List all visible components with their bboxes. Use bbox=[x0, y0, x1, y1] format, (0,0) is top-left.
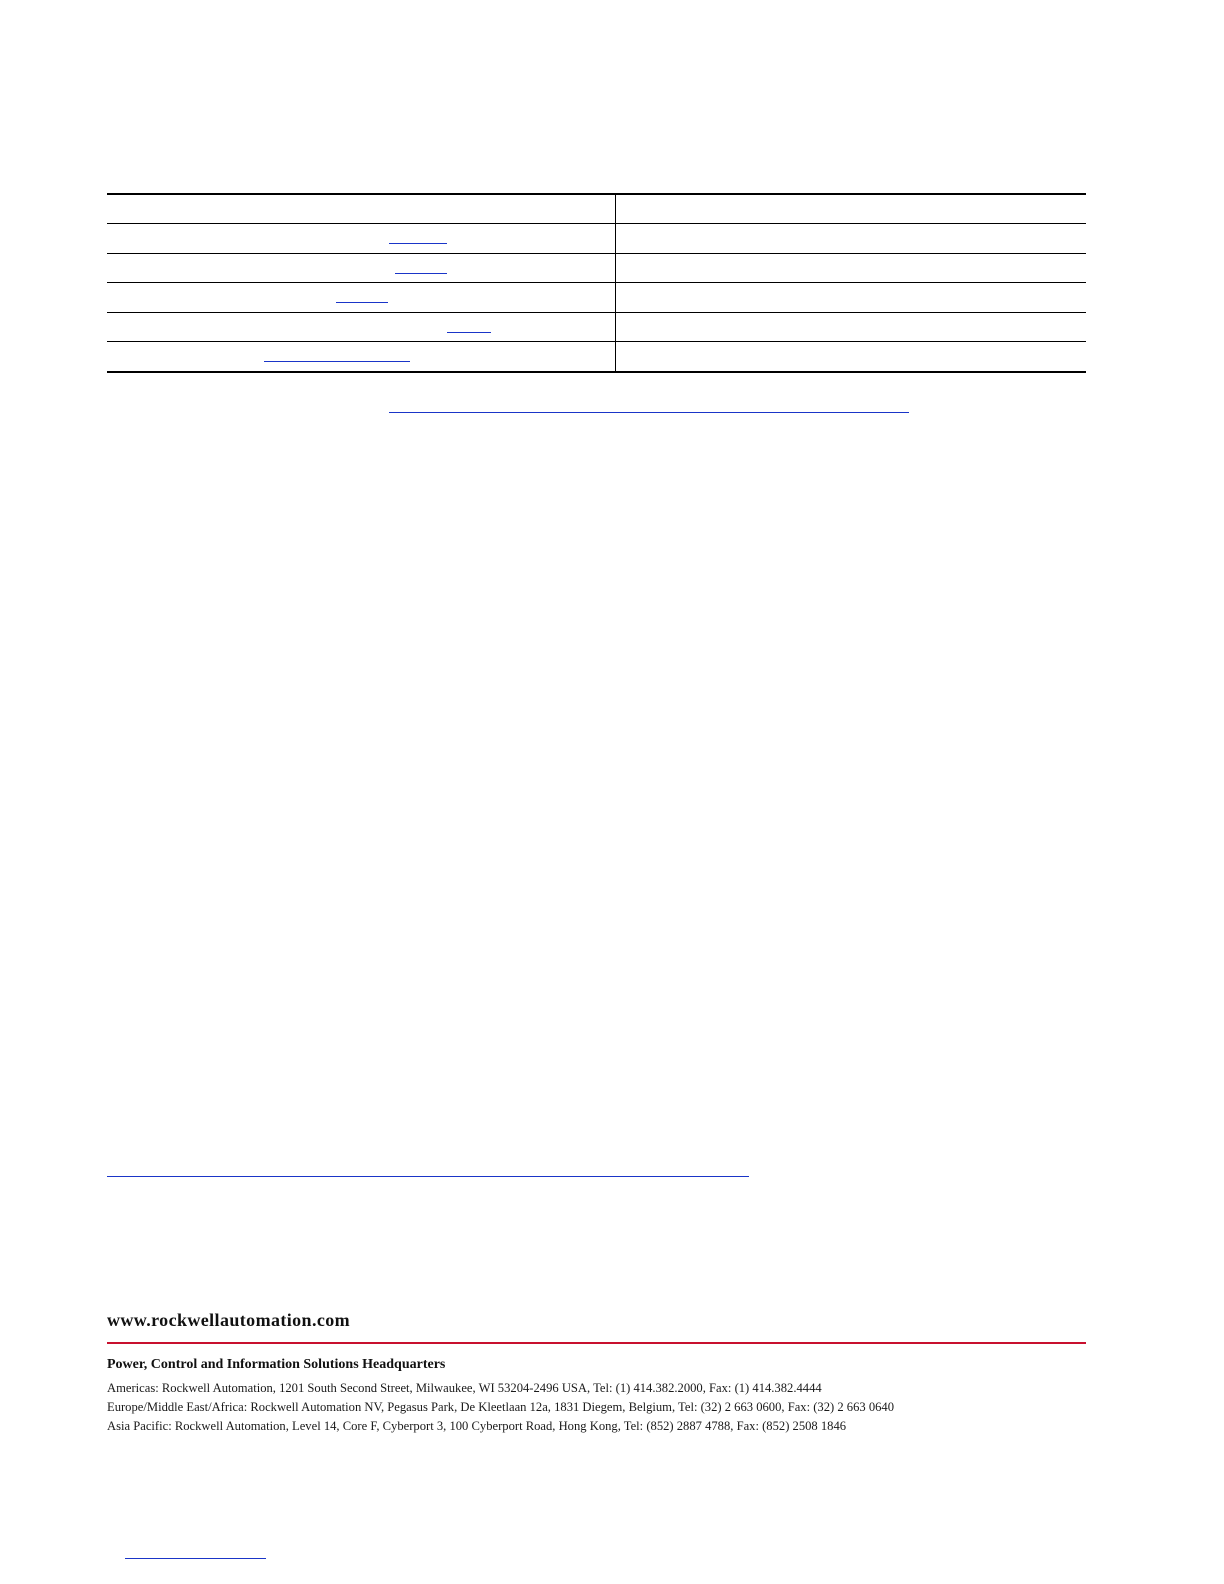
table-column-divider bbox=[615, 193, 616, 373]
table-row-link[interactable] bbox=[447, 332, 491, 333]
table-row-rule bbox=[107, 341, 1086, 342]
table-row-link[interactable] bbox=[264, 361, 410, 362]
headquarters-heading: Power, Control and Information Solutions Headquarters bbox=[107, 1357, 446, 1372]
table-row-link[interactable] bbox=[395, 273, 447, 274]
environmental-link[interactable] bbox=[107, 1176, 749, 1177]
address-americas: Americas: Rockwell Automation, 1201 South Second Street, Milwaukee, WI 53204-2496 USA, Tel: (1) 414.382.2000, Fax: (1) 414.382.4444 bbox=[107, 1381, 822, 1395]
table-row-link[interactable] bbox=[336, 302, 388, 303]
table-row-rule bbox=[107, 282, 1086, 283]
address-asia-pacific: Asia Pacific: Rockwell Automation, Level 14, Core F, Cyberport 3, 100 Cyberport Road, Hong Kong, Tel: (852) 2887 4788, Fax: (852) 2508 1846 bbox=[107, 1419, 847, 1433]
table-row-rule bbox=[107, 312, 1086, 313]
table-top-rule bbox=[107, 193, 1086, 195]
address-emea: Europe/Middle East/Africa: Rockwell Automation NV, Pegasus Park, De Kleetlaan 12a, 1831 Diegem, Belgium, Tel: (32) 2 663 0600, Fax: (32) 2 663 0640 bbox=[107, 1400, 895, 1414]
website-url[interactable]: www.rockwellautomation.com bbox=[107, 1310, 351, 1330]
feedback-link[interactable] bbox=[389, 412, 909, 413]
table-row-rule bbox=[107, 253, 1086, 254]
footer-divider bbox=[107, 1342, 1086, 1344]
table-row-link[interactable] bbox=[389, 243, 447, 244]
table-header-rule bbox=[107, 223, 1086, 224]
publication-link[interactable] bbox=[125, 1558, 266, 1559]
table-bottom-rule bbox=[107, 371, 1086, 373]
